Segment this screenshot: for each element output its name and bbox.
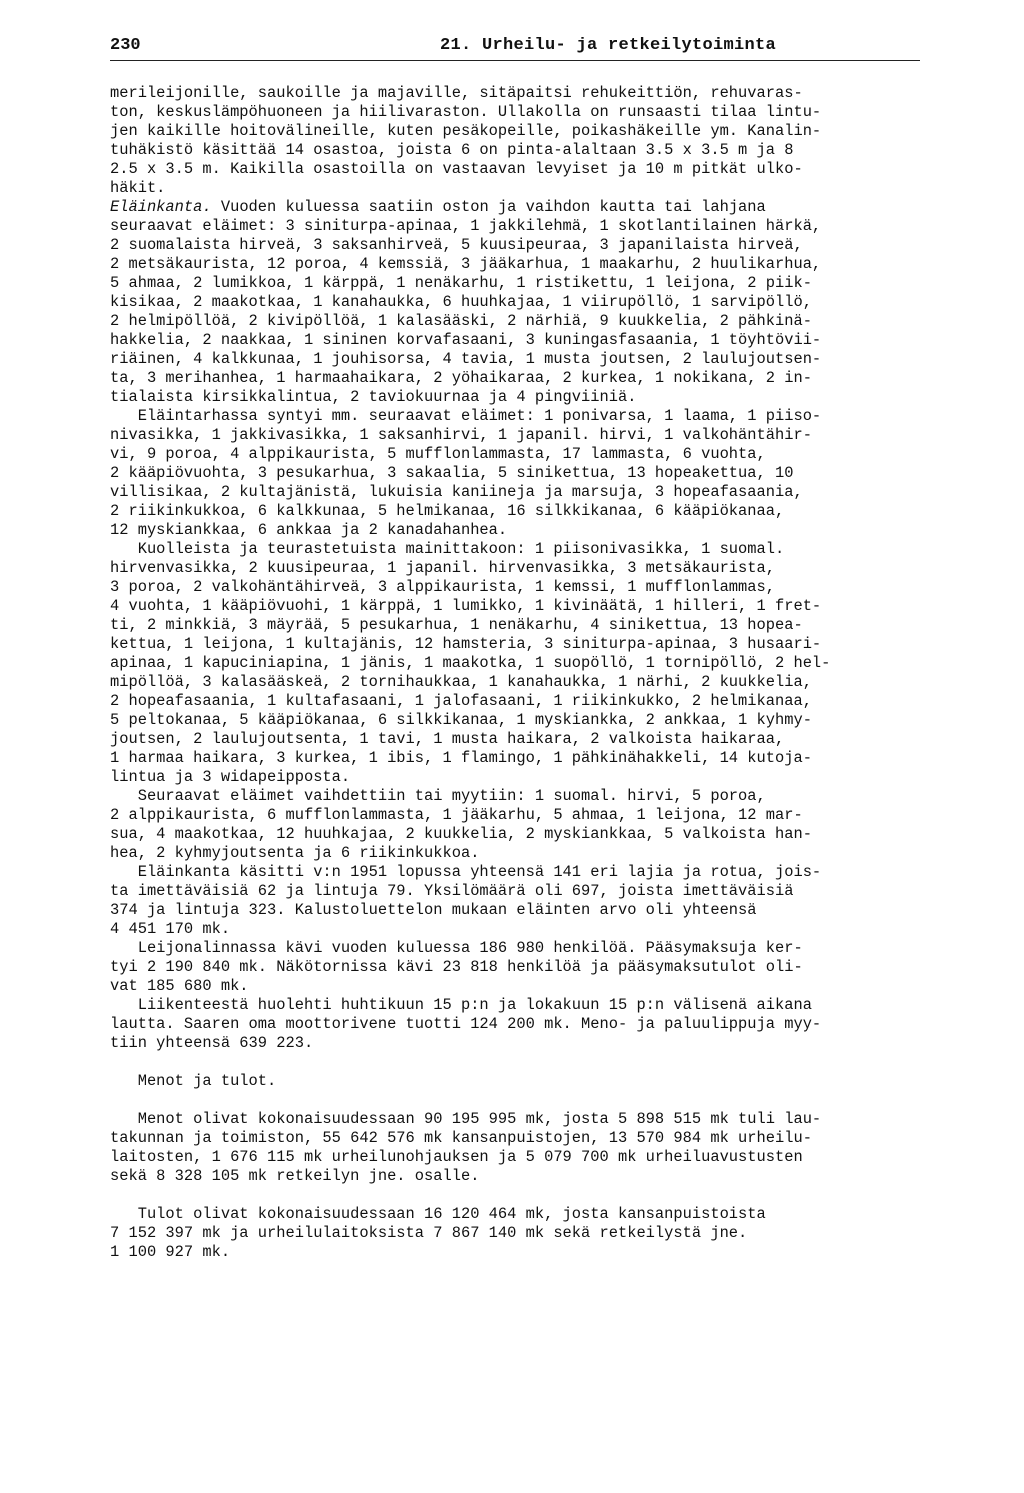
text-line: joutsen, 2 laulujoutsenta, 1 tavi, 1 musta haikara, 2 valkoista haikaraa, — [110, 730, 785, 748]
text-line: Eläintarhassa syntyi mm. seuraavat eläimet: 1 ponivarsa, 1 laama, 1 piiso- — [110, 407, 822, 425]
text-line: lintua ja 3 widapeipposta. — [110, 768, 351, 786]
text-line: 7 152 397 mk ja urheilulaitoksista 7 867 140 mk sekä retkeilystä jne. — [110, 1224, 748, 1242]
text-line: sekä 8 328 105 mk retkeilyn jne. osalle. — [110, 1167, 480, 1185]
text-line: 2.5 x 3.5 m. Kaikilla osastoilla on vastaavan levyiset ja 10 m pitkät ulko- — [110, 160, 803, 178]
text-line: 2 suomalaista hirveä, 3 saksanhirveä, 5 kuusipeuraa, 3 japanilaista hirveä, — [110, 236, 803, 254]
text-line: 2 helmipöllöä, 2 kivipöllöä, 1 kalasääski, 2 närhiä, 9 kuukkelia, 2 pähkinä- — [110, 312, 812, 330]
text-line: villisikaa, 2 kultajänistä, lukuisia kaniineja ja marsuja, 3 hopeafasaania, — [110, 483, 803, 501]
text-line: Eläinkanta käsitti v:n 1951 lopussa yhteensä 141 eri lajia ja rotua, jois- — [110, 863, 822, 881]
text-line: seuraavat eläimet: 3 siniturpa-apinaa, 1 jakkilehmä, 1 skotlantilainen härkä, — [110, 217, 822, 235]
text-line: 5 ahmaa, 2 lumikkoa, 1 kärppä, 1 nenäkarhu, 1 ristikettu, 1 leijona, 2 piik- — [110, 274, 812, 292]
text-line: kettua, 1 leijona, 1 kultajänis, 12 hamsteria, 3 siniturpa-apinaa, 3 husaari- — [110, 635, 822, 653]
paragraph-animals — [110, 217, 930, 1053]
body-text — [110, 84, 930, 1262]
text-line: merileijonille, saukoille ja majaville, sitäpaitsi rehukeittiön, rehuvaras- — [110, 84, 803, 102]
paragraph-expenses — [110, 1110, 930, 1186]
text-line: 1 100 927 mk. — [110, 1243, 231, 1261]
page-number: 230 — [110, 36, 141, 55]
text-line: ton, keskuslämpöhuoneen ja hiilivaraston. Ullakolla on runsaasti tilaa lintu- — [110, 103, 822, 121]
text-line: 2 hopeafasaania, 1 kultafasaani, 1 jalofasaani, 1 riikinkukko, 2 helmikanaa, — [110, 692, 812, 710]
paragraph-facilities — [110, 84, 930, 198]
page-header — [110, 36, 920, 61]
text-line: Kuolleista ja teurastetuista mainittakoon: 1 piisonivasikka, 1 suomal. — [110, 540, 785, 558]
text-line: tyi 2 190 840 mk. Näkötornissa kävi 23 818 henkilöä ja pääsymaksutulot oli- — [110, 958, 803, 976]
section-label-elainkanta: Eläinkanta. — [110, 198, 212, 216]
text-line: 2 kääpiövuohta, 3 pesukarhua, 3 sakaalia, 5 sinikettua, 13 hopeakettua, 10 — [110, 464, 794, 482]
text-line: 3 poroa, 2 valkohäntähirveä, 3 alppikauristа, 1 kemssi, 1 mufflonlammas, — [110, 578, 775, 596]
text-line: ta imettäväisiä 62 ja lintuja 79. Yksilömäärä oli 697, joista imettäväisiä — [110, 882, 794, 900]
text-line: 2 riikinkukkoa, 6 kalkkunaa, 5 helmikanaa, 16 silkkikanaa, 6 kääpiökanaa, — [110, 502, 785, 520]
text-line: 1 harmaa haikara, 3 kurkea, 1 ibis, 1 flamingo, 1 pähkinähakkeli, 14 kutoja- — [110, 749, 812, 767]
text-line: apinaa, 1 kapuciniapina, 1 jänis, 1 maakotka, 1 suopöllö, 1 tornipöllö, 2 hel- — [110, 654, 831, 672]
text-line: 4 451 170 mk. — [110, 920, 231, 938]
paragraph-income — [110, 1205, 930, 1262]
text-line: 2 alppikauristа, 6 mufflonlammasta, 1 jääkarhu, 5 ahmaa, 1 leijona, 12 mar- — [110, 806, 803, 824]
text-line: ti, 2 minkkiä, 3 mäyrää, 5 pesukarhua, 1 nenäkarhu, 4 sinikettua, 13 hopea- — [110, 616, 803, 634]
paragraph-line — [110, 198, 930, 217]
text-line: tialaista kirsikkalintua, 2 taviokuurnaa ja 4 pingviiniä. — [110, 388, 637, 406]
elainkanta-first-line: Vuoden kuluessa saatiin oston ja vaihdon kautta tai lahjana — [211, 198, 766, 216]
section-heading-menot: Menot ja tulot. — [110, 1072, 277, 1090]
running-title: 21. Urheilu- ja retkeilytoiminta — [440, 36, 777, 55]
text-line: mipöllöä, 3 kalasääskeä, 2 tornihaukkaa, 1 kanahaukka, 1 närhi, 2 kuukkelia, — [110, 673, 812, 691]
text-line: jen kaikille hoitovälineille, kuten pesäkopeille, poikashäkeille ym. Kanalin- — [110, 122, 822, 140]
text-line: Leijonalinnassa kävi vuoden kuluessa 186 980 henkilöä. Pääsymaksuja ker- — [110, 939, 803, 957]
text-line: ta, 3 merihanhea, 1 harmaahaikara, 2 yöhaikaraa, 2 kurkea, 1 nokikana, 2 in- — [110, 369, 812, 387]
text-line: vat 185 680 mk. — [110, 977, 249, 995]
text-line: lautta. Saaren oma moottorivene tuotti 124 200 mk. Meno- ja paluulippuja myy- — [110, 1015, 822, 1033]
text-line: laitosten, 1 676 115 mk urheilunohjauksen ja 5 079 700 mk urheiluavustusten — [110, 1148, 803, 1166]
text-line: tuhäkistö käsittää 14 osastoa, joista 6 on pinta-alaltaan 3.5 x 3.5 m ja 8 — [110, 141, 794, 159]
spacer — [110, 1186, 930, 1205]
text-line: vi, 9 poroa, 4 alppikauristа, 5 mufflonlammasta, 17 lammasta, 6 vuohta, — [110, 445, 766, 463]
spacer — [110, 1091, 930, 1110]
text-line: 5 peltokanaa, 5 kääpiökanaa, 6 silkkikanaa, 1 myskiankka, 2 ankkaa, 1 kyhmy- — [110, 711, 812, 729]
spacer — [110, 1053, 930, 1072]
text-line: hirvenvasikka, 2 kuusipeuraa, 1 japanil. hirvenvasikka, 3 metsäkauristа, — [110, 559, 775, 577]
text-line: 12 myskiankkaa, 6 ankkaa ja 2 kanadahanhea. — [110, 521, 508, 539]
text-line: 4 vuohta, 1 kääpiövuohi, 1 kärppä, 1 lumikko, 1 kivinäätä, 1 hilleri, 1 fret- — [110, 597, 822, 615]
text-line: nivasikka, 1 jakkivasikka, 1 saksanhirvi, 1 japanil. hirvi, 1 valkohäntähir- — [110, 426, 812, 444]
text-line: riäinen, 4 kalkkunaa, 1 jouhisorsa, 4 tavia, 1 musta joutsen, 2 laulujoutsen- — [110, 350, 822, 368]
text-line: Tulot olivat kokonaisuudessaan 16 120 464 mk, josta kansanpuistoista — [110, 1205, 766, 1223]
text-line: 374 ja lintuja 323. Kalustoluettelon mukaan eläinten arvo oli yhteensä — [110, 901, 757, 919]
text-line: kisikaa, 2 maakotkaa, 1 kanahaukka, 6 huuhkajaa, 1 viirupöllö, 1 sarvipöllö, — [110, 293, 812, 311]
text-line: Liikenteestä huolehti huhtikuun 15 p:n ja lokakuun 15 p:n välisenä aikana — [110, 996, 812, 1014]
text-line: tiin yhteensä 639 223. — [110, 1034, 314, 1052]
text-line: Seuraavat eläimet vaihdettiin tai myytiin: 1 suomal. hirvi, 5 poroa, — [110, 787, 766, 805]
text-line: sua, 4 maakotkaa, 12 huuhkajaa, 2 kuukkelia, 2 myskiankkaa, 5 valkoista han- — [110, 825, 812, 843]
text-line: 2 metsäkaurista, 12 poroa, 4 kemssiä, 3 jääkarhua, 1 maakarhu, 2 huulikarhua, — [110, 255, 822, 273]
text-line: hea, 2 kyhmyjoutsenta ja 6 riikinkukkoa. — [110, 844, 480, 862]
text-line: takunnan ja toimiston, 55 642 576 mk kansanpuistojen, 13 570 984 mk urheilu- — [110, 1129, 812, 1147]
text-line: hakkelia, 2 naakkaa, 1 sininen korvafasaani, 3 kuningasfasaania, 1 töyhtövii- — [110, 331, 822, 349]
text-line: häkit. — [110, 179, 166, 197]
text-line: Menot olivat kokonaisuudessaan 90 195 995 mk, josta 5 898 515 mk tuli lau- — [110, 1110, 822, 1128]
